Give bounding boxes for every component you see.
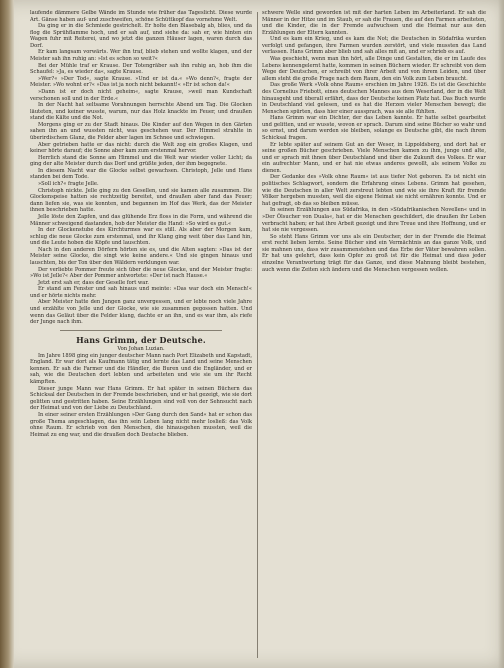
- paragraph: Herrlich stand die Sonne am Himmel und die Welt war wieder voller Licht; da ging der alte Meister durch das Dorf und grüßte jeden, der ihm begegnete.: [30, 154, 252, 168]
- paragraph: Morgens ging er zu der Stadt hinaus. Die Kinder auf den Wegen in den Gärten sahen ihn an und wussten nicht, was geschehen war. Der Himmel strahlte in überirdischem Glanz, die Felder aber lagen im Schnee und schwiegen.: [30, 121, 252, 141]
- paragraph: Aber getrieben hatte er das nicht: durch die Welt zog ein großes Klagen, und keiner hörte darauf; die Sonne aber kam zum erstenmal hervor.: [30, 141, 252, 155]
- paragraph: Jelle löste den Zapfen, und das glühende Erz floss in die Form, und während die Männer schweigend dastanden, hob der Meister die Hand: »So wird es gut.«: [30, 213, 252, 227]
- paragraph: Da ging er in die Schmiede gestrichelt. Er holte den Blasebalg ab, blies, und da flog die Sprühflamme hoch, und er sah auf, und siehe da: sah er, wie hinten ein Wagen fuhr mit Reiterei, und wo jetzt die ganzen Häuser lagen, waren durch das Dorf.: [30, 23, 252, 49]
- paragraph: In der Glockenstube des Kirchturmes war es still. Als aber der Morgen kam, schlug die neue Glocke zum erstenmal, und ihr Klang ging weit über das Land hin, und die Leute hoben die Köpfe und lauschten.: [30, 227, 252, 247]
- paragraph: Aber Meister hatte den Jungen ganz unvergessen, und er lebte noch viele Jahre und erzählte von Jelle und der Glocke, wie sie zusammen gegossen hatten. Und wenn das Geläut über die Felder klang, dachte er an ihn, und es war ihm, als riefe der Junge nach ihm.: [30, 299, 252, 326]
- book-spine: [0, 0, 14, 668]
- paragraph: Hans Grimm war ein Dichter, der das Leben kannte. Er hatte selbst gearbeitet und gelitten, und er wusste, wovon er sprach. Darum sind seine Bücher so wahr und so ernst, und darum werden sie bleiben, solange es Deutsche gibt, die nach ihrem Schicksal fragen.: [262, 115, 486, 141]
- article-body-start: [30, 353, 252, 439]
- paragraph: Christoph nickte. Jelle ging zu den Gesellen, und sie kamen alle zusammen. Die Glockenspeise hatten sie rechtzeitig bereitet, und draußen aber fand das Feuer; dann liefen sie, was sie konnten, und begannen im Hof das Werk, das der Meister ihnen beschrieben hatte.: [30, 187, 252, 214]
- paragraph: In seinen Erzählungen aus Südafrika, in den »Südafrikanischen Novellen« und in »Der Ölsucher von Duala«, hat er die Menschen geschildert, die draußen ihr Leben verbracht haben; er hat ihre Arbeit gezeigt und ihre Treue und ihre Hoffnung, und er hat sie nie vergessen.: [262, 207, 486, 234]
- paragraph: Er lebte später auf seinem Gut an der Weser, in Lippoldsberg, und dort hat er seine großen Bücher geschrieben. Viele Menschen kamen zu ihm, junge und alte, und er sprach mit ihnen über Deutschland und über die Zukunft des Volkes. Er war ein aufrechter Mann, und er hat nie etwas anderes gewollt, als seinem Volke zu dienen.: [262, 141, 486, 174]
- paragraph: Nach in den anderen Dörfern hörten sie es, und die Alten sagten: »Das ist der Meister seine Glocke, die singt wie keine andere.« Und sie gingen hinaus und lauschten, bis der Ton über den Wäldern verklungen war.: [30, 246, 252, 266]
- page-edge-shadow: [498, 0, 504, 668]
- paragraph: »Soll ich?« fragte Jelle.: [38, 181, 99, 188]
- paragraph: »Wer?« »Der Tod«, sagte Krause. »Und er ist da.« »Wo denn?«, fragte der Meister. »Wo wohnt er?« »Das ist ja noch nicht bekannt!« »Er ist schon da!«: [30, 75, 252, 89]
- paragraph: In diesem Nacht war die Glocke selbst gewachsen. Christoph, Jelle und Hans standen bei dem Tode.: [30, 167, 252, 181]
- section-divider: [60, 330, 222, 331]
- paragraph: Und es kam ein Krieg, und es kam die Not; die Deutschen in Südafrika wurden verfolgt und gefangen, ihre Farmen wurden zerstört, und viele mussten das Land verlassen. Hans Grimm aber blieb und sah alles mit an, und er schrieb es auf.: [262, 36, 486, 56]
- paragraph: Das große Werk »Volk ohne Raum« erschien im Jahre 1926. Es ist die Geschichte des Cornelius Friebott, eines deutschen Mannes aus dem Weserland, der in die Welt hinausgeht und überall erfährt, dass der Deutsche keinen Platz hat. Das Buch wurde in Deutschland viel gelesen, und es hat die Herzen vieler Menschen bewegt; die Menschen spürten, dass hier einer aussprach, was sie alle fühlten.: [262, 82, 486, 115]
- paragraph: Was geschieht, wenn man ihn hört, alle Dinge und Gestalten, die er im Laufe des Lebens kennengelernt hatte, kommen in seinen Büchern wieder. Er schreibt von dem Wege der Deutschen, er schreibt von ihrer Arbeit und von ihrem Leiden, und über allem steht die große Frage nach dem Raum, den ein Volk zum Leben braucht.: [262, 56, 486, 82]
- article-body-continued: [262, 10, 486, 273]
- paragraph: laufende dämmere Gelbe Wände im Stunde wie früher das Tageslicht. Diese wurde Art. Gänse haben auf- und zuschweifen, schöne Schüttkopf das vornehme Welt.: [30, 10, 252, 23]
- article-title: Hans Grimm, der Deutsche.: [76, 334, 206, 345]
- paragraph: schwere Welle sind geworden ist mit der harten Leben im Arbeiterland. Er sah die Männer in der Hitze und im Staub, er sah die Frauen, die auf den Farmen arbeiteten, und die Kinder, die in der Fremde aufwuchsen und die Heimat nur aus den Erzählungen der Eltern kannten.: [262, 10, 486, 36]
- story-continuation: [30, 10, 252, 326]
- paragraph: Der Gedanke des »Volk ohne Raum« ist aus tiefer Not geboren. Es ist nicht ein politisches Schlagwort, sondern die Erfahrung eines Lebens. Grimm hat gesehen, wie die Deutschen in aller Welt zerstreut lebten und wie sie ihre Kraft für fremde Völker hergeben mussten, weil die eigene Heimat sie nicht ernähren konnte. Und er hat gefragt, ob das so bleiben müsse.: [262, 174, 486, 207]
- paragraph: Jetzt erst sah er, dass der Geselle fort war.: [38, 279, 149, 286]
- column-rule: [257, 12, 258, 658]
- paragraph: Im Jahre 1898 ging ein junger deutscher Mann nach Port Elizabeth und Kapstadt, England. Er war dort als Kaufmann tätig und lernte das Land und seine Menschen kennen. Er sah die Farmer und die Händler, die Buren und die Engländer, und er sah, wie die Deutschen dort lebten und arbeiteten und wie sie um ihr Recht kämpften.: [30, 352, 252, 386]
- paragraph: So steht Hans Grimm vor uns als ein Deutscher, der in der Fremde die Heimat erst recht lieben lernte. Seine Bücher sind ein Vermächtnis an das ganze Volk, und sie mahnen uns, dass wir zusammenstehen und das Erbe der Väter bewahren sollen. Er hat uns gelehrt, dass kein Opfer zu groß ist für die Heimat und dass jeder einzelne Verantwortung trägt für das Ganze, und diese Mahnung bleibt bestehen, auch wenn die Zeiten sich ändern und die Menschen vergessen wollen.: [262, 233, 486, 273]
- article-byline: Von Johan Luzian.: [117, 345, 165, 352]
- paragraph: Dieser junge Mann war Hans Grimm. Er hat später in seinen Büchern das Schicksal der Deutschen in der Fremde beschrieben, und er hat gezeigt, wie sie dort gelitten und gestritten haben. Seine Erzählungen sind voll von der Sehnsucht nach der Heimat und von der Liebe zu Deutschland.: [30, 385, 252, 412]
- paragraph: Der verliebte Pommer freute sich über die neue Glocke, und der Meister fragte: »Wo ist Jelle?« Aber der Pommer antwortete: »Der ist nach Hause.«: [30, 266, 252, 280]
- paragraph: Er kam langsam vorwärts. Wer ihn traf, blieb stehen und wollte klagen, und der Meister sah ihn ruhig an: »Ist es schon so weit?«: [30, 49, 252, 63]
- left-column: [30, 10, 252, 658]
- paragraph: In einer seiner ersten Erzählungen »Der Gang durch den Sand« hat er schon das große Thema angeschlagen, das ihn sein Leben lang nicht mehr losließ: das Volk ohne Raum. Er schrieb von den Menschen, die hinausgehen mussten, weil die Heimat zu eng war, und die draußen doch Deutsche blieben.: [30, 411, 252, 438]
- right-column: [262, 10, 486, 658]
- paragraph: »Dann ist er doch nicht geheim«, sagte Krause, »weil man Kundschaft verschonen soll und in der Erde.«: [30, 88, 252, 102]
- paragraph: Bei der Mühle traf er Krause. Der Totengräber sah ihn ruhig an, hob ihm die Schaufel: »Ja, es wieder da«, sagte Krause.: [30, 62, 252, 76]
- paragraph: Er stand am Fenster und sah hinaus und meinte: »Das war doch ein Mensch!« und er hörte nichts mehr.: [30, 286, 252, 299]
- paragraph: In der Nacht hat seltsame Vorahnungen herrschte Abend um Tag. Die Glocken läuteten, und keiner wusste, warum, nur das Holz knackte im Feuer, und draußen stand die Kälte und die Not.: [30, 102, 252, 122]
